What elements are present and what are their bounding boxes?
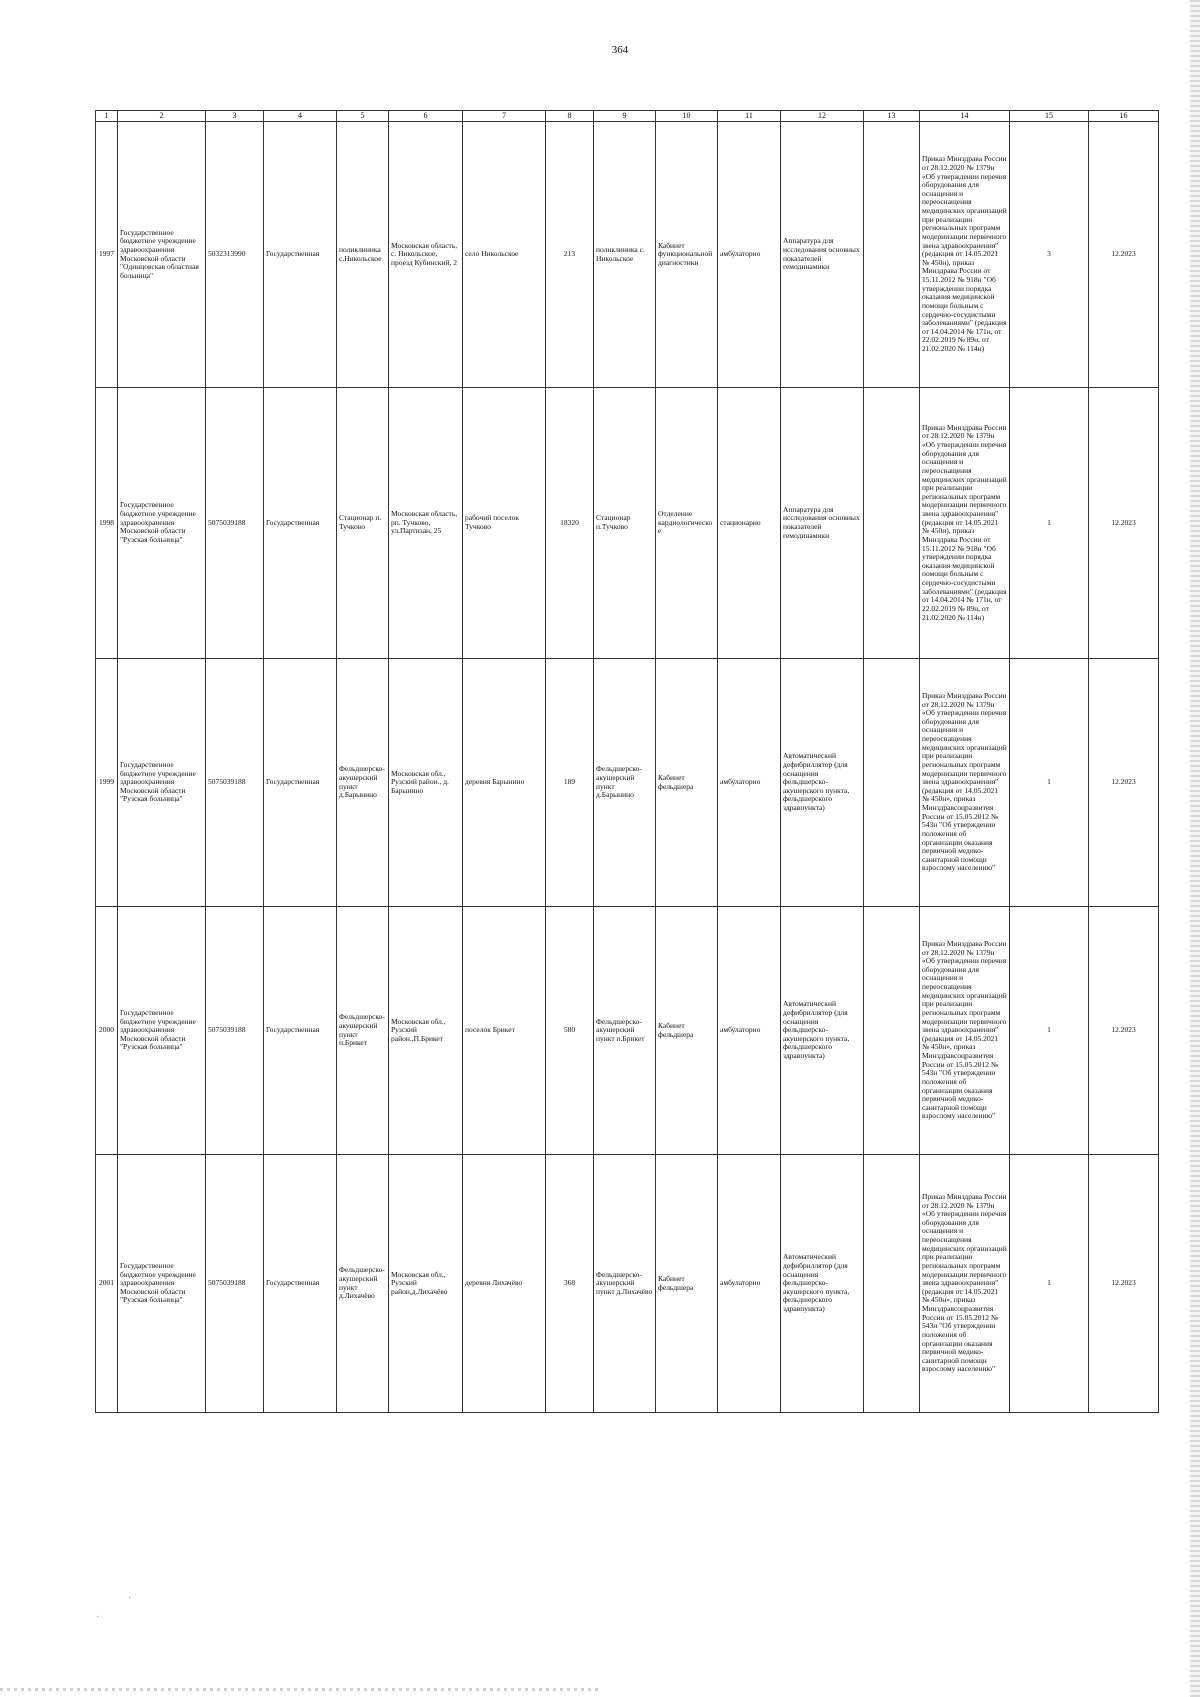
equipment-name: Аппаратура для исследования основных показателей гемодинамики [781,388,864,659]
column-header: 13 [864,111,920,122]
column-header: 6 [389,111,463,122]
scan-speck: · [96,1612,100,1623]
care-conditions: стационарно [718,388,781,659]
equipment-name: Автоматический дефибриллятор (для оснащения фельдшерско-акушерского пункта, фельдшерского здравпункта) [781,907,864,1155]
column-header: 15 [1010,111,1089,122]
organization-name: Государственное бюджетное учреждение здравоохранения Московской области "Рузская больница" [118,388,206,659]
column-header: 10 [656,111,718,122]
regulatory-basis: Приказ Минздрава России от 28.12.2020 № 1379н «Об утверждении перечня оборудования для оснащения и переоснащения медицинских организаций при реализации региональных программ модернизации первичного звена здравоохранения"(редакция от 14.05.2021 № 450н», приказ Минздравсоцразвития России от 15.05.2012 № 543н "Об утверждении положения об организации оказания первичной медико-санитарной помощи взрослому населению" [920,907,1010,1155]
regulatory-basis: Приказ Минздрава России от 28.12.2020 № 1379н «Об утверждении перечня оборудования для оснащения и переоснащения медицинских организаций при реализации региональных программ модернизации первичного звена здравоохранения"(редакция от 14.05.2021 № 450н), приказ Минздрава России от 15.11.2012 № 918н "Об утверждении порядка оказания медицинской помощи больным с сердечно-сосудистыми заболеваниями" (редакция от 14.04.2014 № 171н, от 22.02.2019 № 89н, от 21.02.2020 № 114н) [920,388,1010,659]
facility-address: Московская обл., Рузский район., д. Барынино [389,659,463,907]
scan-speck: · [128,1593,132,1604]
department: Кабинет фельдшера [656,1155,718,1413]
inn: 5075039188 [206,907,264,1155]
settlement: рабочий поселок Тучково [463,388,546,659]
settlement: село Никольское [463,122,546,388]
table-row [96,659,1159,907]
column-header: 12 [781,111,864,122]
facility-address: Московская обл., Рузский район,д.Лихачёво [389,1155,463,1413]
facility-name: Стационар п. Тучково [337,388,389,659]
inn: 5075039188 [206,659,264,907]
equipment-table [95,110,1159,1413]
ownership-form: Государственная [264,388,337,659]
ownership-form: Государственная [264,1155,337,1413]
table-row [96,907,1159,1155]
organization-name: Государственное бюджетное учреждение здравоохранения Московской области "Одинцовская областная больница" [118,122,206,388]
department: Кабинет функциональной диагностики [656,122,718,388]
column-header: 9 [594,111,656,122]
department: Кабинет фельдшера [656,907,718,1155]
settlement: деревня Барынино [463,659,546,907]
column-header: 1 [96,111,118,122]
care-conditions: амбулаторно [718,1155,781,1413]
population: 580 [546,907,594,1155]
column-header: 11 [718,111,781,122]
inn: 5032313990 [206,122,264,388]
column-header: 3 [206,111,264,122]
column-13-cell [864,122,920,388]
subdivision: поликлиника с. Никольское [594,122,656,388]
deadline: 12.2023 [1089,388,1159,659]
column-13-cell [864,388,920,659]
column-header: 7 [463,111,546,122]
deadline: 12.2023 [1089,122,1159,388]
equipment-name: Аппаратура для исследования основных показателей гемодинамики [781,122,864,388]
quantity: 1 [1010,907,1089,1155]
facility-address: Московская обл., Рузский район.,П.Брикет [389,907,463,1155]
subdivision: Фельдшерско-акушерский пункт д.Барынино [594,659,656,907]
row-number: 2000 [96,907,118,1155]
table-row [96,122,1159,388]
facility-name: Фельдшерско-акушерский пункт д.Барынино [337,659,389,907]
row-number: 1997 [96,122,118,388]
column-13-cell [864,1155,920,1413]
settlement: деревня Лихачёво [463,1155,546,1413]
row-number: 1998 [96,388,118,659]
subdivision: Стационар п.Тучково [594,388,656,659]
column-number-row [96,111,1159,122]
table-row [96,1155,1159,1413]
quantity: 1 [1010,388,1089,659]
scan-bottom-edge [0,1688,600,1691]
inn: 5075039188 [206,388,264,659]
quantity: 3 [1010,122,1089,388]
care-conditions: амбулаторно [718,659,781,907]
facility-name: поликлиника с.Никольское [337,122,389,388]
deadline: 12.2023 [1089,907,1159,1155]
column-header: 8 [546,111,594,122]
table-row [96,388,1159,659]
regulatory-basis: Приказ Минздрава России от 28.12.2020 № 1379н «Об утверждении перечня оборудования для оснащения и переоснащения медицинских организаций при реализации региональных программ модернизации первичного звена здравоохранения"(редакция от 14.05.2021 № 450н», приказ Минздравсоцразвития России от 15.05.2012 № 543н "Об утверждении положения об организации оказания первичной медико-санитарной помощи взрослому населению" [920,1155,1010,1413]
scan-edge [1190,0,1200,1697]
inn: 5075039188 [206,1155,264,1413]
column-13-cell [864,907,920,1155]
column-header: 14 [920,111,1010,122]
care-conditions: амбулаторно [718,122,781,388]
ownership-form: Государственная [264,122,337,388]
organization-name: Государственное бюджетное учреждение здравоохранения Московской области "Рузская больница" [118,1155,206,1413]
page-number: 364 [611,44,629,56]
organization-name: Государственное бюджетное учреждение здравоохранения Московской области "Рузская больница" [118,659,206,907]
quantity: 1 [1010,659,1089,907]
ownership-form: Государственная [264,907,337,1155]
column-header: 2 [118,111,206,122]
facility-name: Фельдшерско-акушерский пункт д.Лихачёво [337,1155,389,1413]
settlement: поселок Брикет [463,907,546,1155]
population: 189 [546,659,594,907]
column-header: 5 [337,111,389,122]
department: Кабинет фельдшера [656,659,718,907]
facility-address: Московская область, с. Никольское, проезд Кубинский, 2 [389,122,463,388]
department: Отделение кардиологическое [656,388,718,659]
row-number: 2001 [96,1155,118,1413]
column-header: 16 [1089,111,1159,122]
row-number: 1999 [96,659,118,907]
column-header: 4 [264,111,337,122]
quantity: 1 [1010,1155,1089,1413]
population: 213 [546,122,594,388]
care-conditions: амбулаторно [718,907,781,1155]
facility-address: Московская область, рп. Тучково, ул.Партизан, 25 [389,388,463,659]
deadline: 12.2023 [1089,1155,1159,1413]
subdivision: Фельдшерско-акушерский пункт д.Лихачёво [594,1155,656,1413]
column-13-cell [864,659,920,907]
population: 368 [546,1155,594,1413]
deadline: 12.2023 [1089,659,1159,907]
population: 18320 [546,388,594,659]
subdivision: Фельдшерско-акушерский пункт п.Брикет [594,907,656,1155]
organization-name: Государственное бюджетное учреждение здравоохранения Московской области "Рузская больница" [118,907,206,1155]
equipment-name: Автоматический дефибриллятор (для оснащения фельдшерско-акушерского пункта, фельдшерского здравпункта) [781,659,864,907]
facility-name: Фельдшерско-акушерский пункт п.Брикет [337,907,389,1155]
equipment-name: Автоматический дефибриллятор (для оснащения фельдшерско-акушерского пункта, фельдшерского здравпункта) [781,1155,864,1413]
ownership-form: Государственная [264,659,337,907]
regulatory-basis: Приказ Минздрава России от 28.12.2020 № 1379н «Об утверждении перечня оборудования для оснащения и переоснащения медицинских организаций при реализации региональных программ модернизации первичного звена здравоохранения"(редакция от 14.05.2021 № 450н), приказ Минздрава России от 15.11.2012 № 918н "Об утверждении порядка оказания медицинской помощи больным с сердечно-сосудистыми заболеваниями" (редакция от 14.04.2014 № 171н, от 22.02.2019 № 89н, от 21.02.2020 № 114н) [920,122,1010,388]
regulatory-basis: Приказ Минздрава России от 28.12.2020 № 1379н «Об утверждении перечня оборудования для оснащения и переоснащения медицинских организаций при реализации региональных программ модернизации первичного звена здравоохранения"(редакция от 14.05.2021 № 450н», приказ Минздравсоцразвития России от 15.05.2012 № 543н "Об утверждении положения об организации оказания первичной медико-санитарной помощи взрослому населению" [920,659,1010,907]
